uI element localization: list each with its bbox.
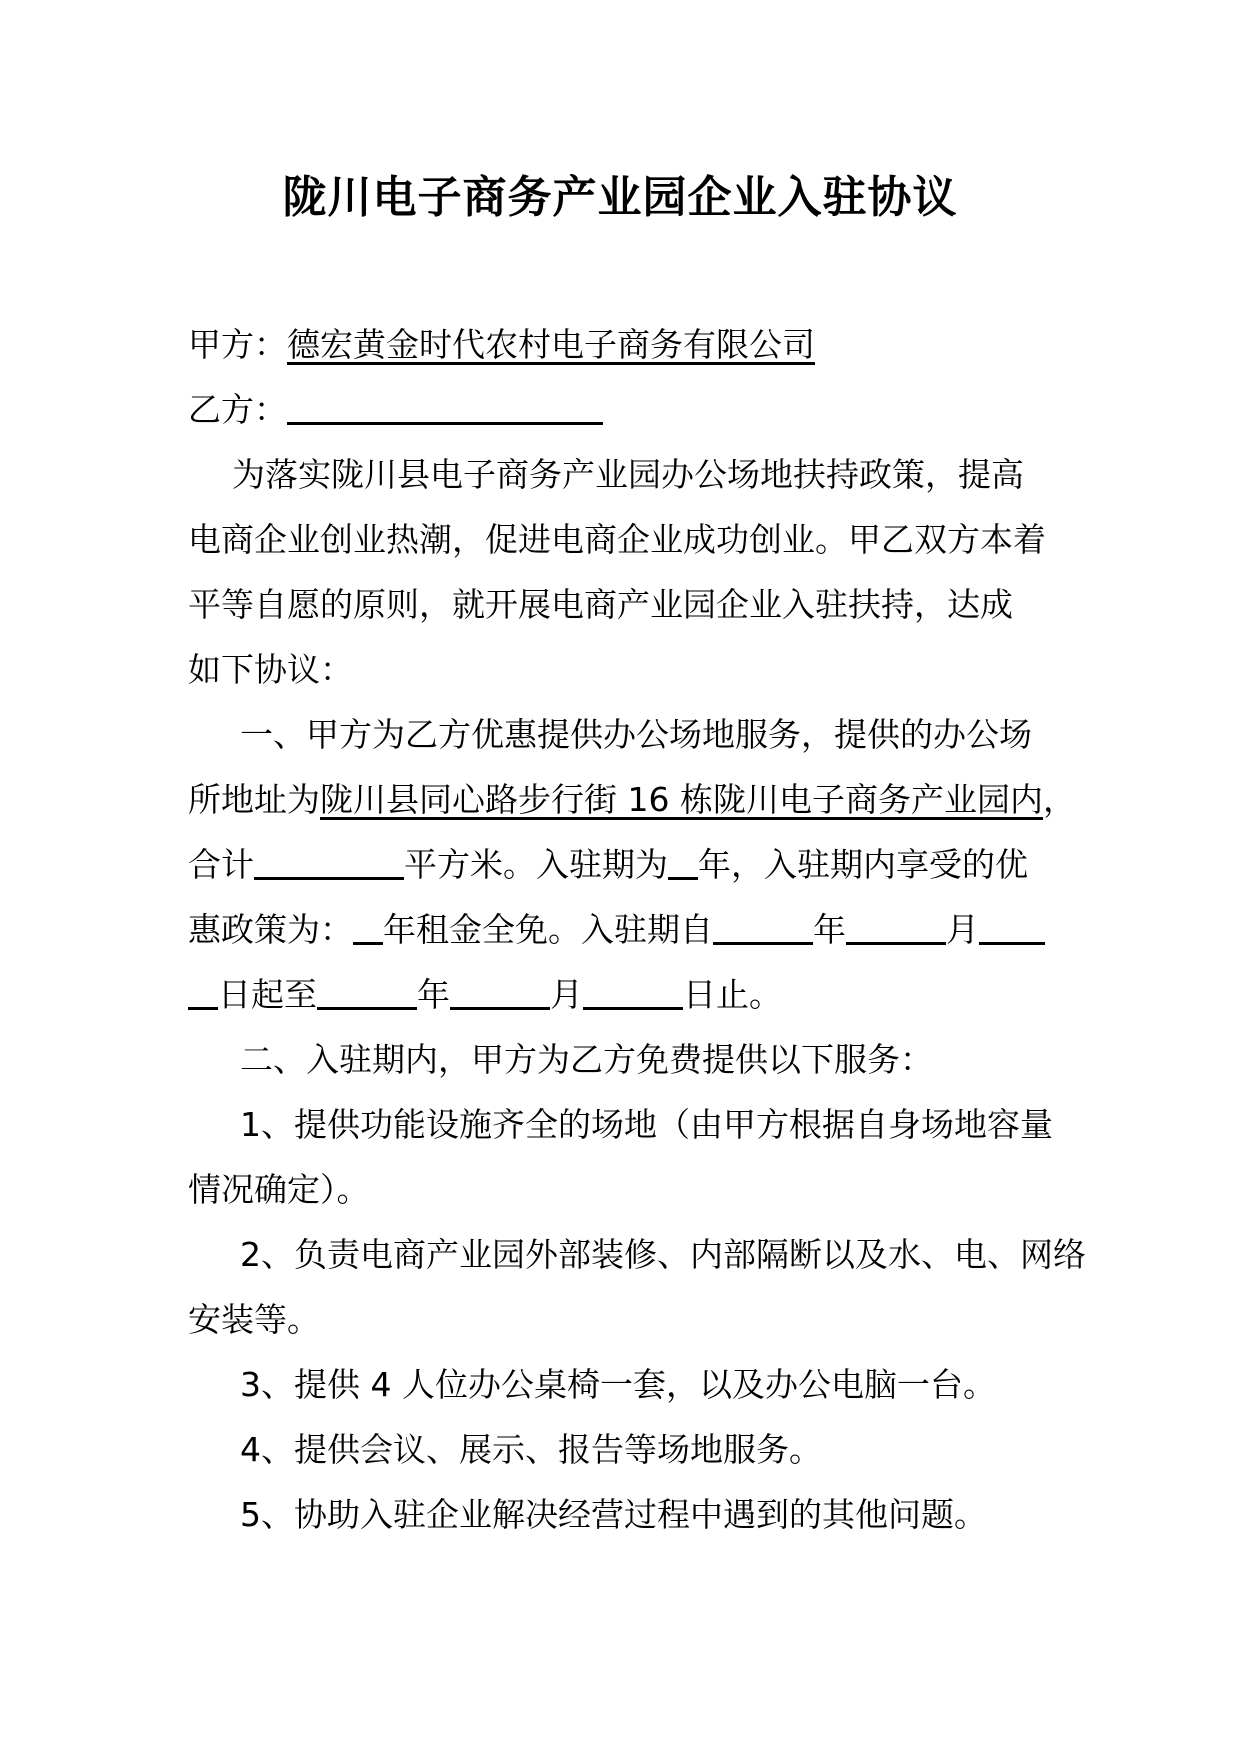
party-a-name: 德宏黄金时代农村电子商务有限公司 <box>287 325 815 364</box>
rent-free-years-blank[interactable] <box>353 906 383 945</box>
party-b-line <box>188 377 1058 442</box>
office-address: 陇川县同心路步行街 16 栋陇川电子商务产业园内 <box>320 780 1043 819</box>
intro-line-4: 如下协议： <box>188 650 353 689</box>
term-years-blank[interactable] <box>668 841 698 880</box>
intro-line-2: 电商企业创业热潮，促进电商企业成功创业。甲乙双方本着 <box>188 520 1046 559</box>
year-label: 年 <box>813 910 846 949</box>
clause1-policy-line <box>188 897 1058 962</box>
clause1-date-line <box>188 962 1058 1027</box>
document-body <box>188 312 1086 1547</box>
day-end-text: 日止。 <box>683 975 782 1014</box>
month-label: 月 <box>946 910 979 949</box>
start-day-blank-cont[interactable] <box>188 971 218 1010</box>
start-year-blank[interactable] <box>713 906 813 945</box>
party-b-blank[interactable] <box>287 386 603 425</box>
party-b-label: 乙方： <box>188 390 287 429</box>
clause2-heading: 二、入驻期内，甲方为乙方免费提供以下服务： <box>240 1040 933 1079</box>
clause2-item4: 4、提供会议、展示、报告等场地服务。 <box>240 1430 822 1469</box>
total-label: 合计 <box>188 845 254 884</box>
end-month-label: 月 <box>550 975 583 1014</box>
address-suffix: ， <box>1042 780 1076 819</box>
intro-line-3: 平等自愿的原则，就开展电商产业园企业入驻扶持，达成 <box>188 585 1013 624</box>
start-month-blank[interactable] <box>846 906 946 945</box>
clause2-item3: 3、提供 4 人位办公桌椅一套，以及办公电脑一台。 <box>240 1365 996 1404</box>
end-year-label: 年 <box>417 975 450 1014</box>
intro-line-1: 为落实陇川县电子商务产业园办公场地扶持政策，提高 <box>232 455 1024 494</box>
end-year-blank[interactable] <box>317 971 417 1010</box>
policy-label: 惠政策为： <box>188 910 353 949</box>
year-enjoy-text: 年，入驻期内享受的优 <box>698 845 1028 884</box>
clause1-address-line <box>188 767 1076 832</box>
sqm-term-text: 平方米。入驻期为 <box>404 845 668 884</box>
clause2-item1-line1: 1、提供功能设施齐全的场地（由甲方根据自身场地容量 <box>240 1105 1053 1144</box>
start-day-blank[interactable] <box>979 906 1045 945</box>
document-title: 陇川电子商务产业园企业入驻协议 <box>282 172 958 223</box>
clause1-area-line <box>188 832 1058 897</box>
clause2-item1-line2: 情况确定）。 <box>188 1170 370 1209</box>
clause2-item2-line1: 2、负责电商产业园外部装修、内部隔断以及水、电、网络 <box>240 1235 1086 1274</box>
clause2-item2-line2: 安装等。 <box>188 1300 320 1339</box>
clause1-line-1: 一、甲方为乙方优惠提供办公场地服务，提供的办公场 <box>240 715 1032 754</box>
rent-free-text: 年租金全免。入驻期自 <box>383 910 713 949</box>
end-day-blank[interactable] <box>583 971 683 1010</box>
party-a-label: 甲方： <box>188 325 287 364</box>
area-blank[interactable] <box>254 841 404 880</box>
end-month-blank[interactable] <box>450 971 550 1010</box>
address-prefix: 所地址为 <box>188 780 320 819</box>
from-to-text: 日起至 <box>218 975 317 1014</box>
party-a-line <box>188 312 1058 377</box>
clause2-item5: 5、协助入驻企业解决经营过程中遇到的其他问题。 <box>240 1495 987 1534</box>
